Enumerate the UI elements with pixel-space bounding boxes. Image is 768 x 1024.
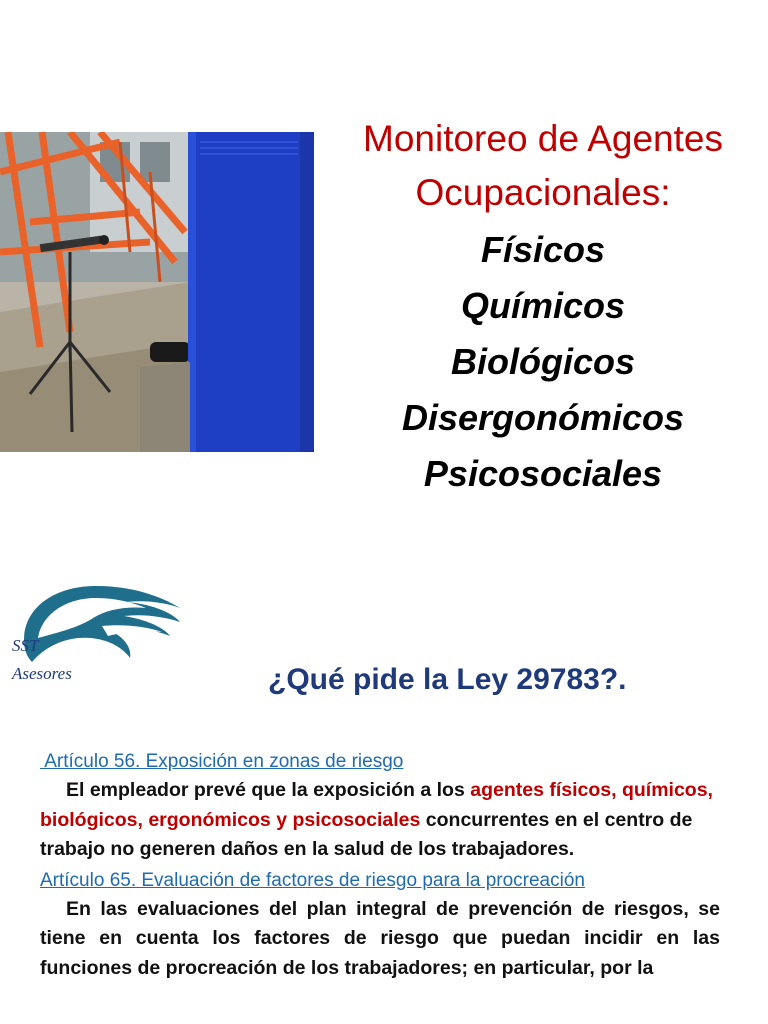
article-56-highlight: agentes físicos, químicos, biológicos, ergonómicos y psicosociales — [40, 779, 713, 831]
logo-text-sst: SST — [12, 636, 39, 655]
agent-item: Biológicos — [450, 341, 635, 382]
article-65-heading[interactable]: Artículo 65. Evaluación de factores de riesgo para la procreación — [40, 869, 585, 891]
article-56-text-before: El empleador prevé que la exposición a los — [66, 779, 471, 801]
agent-item: Químicos — [460, 285, 626, 326]
agent-item: Disergonómicos — [401, 397, 685, 438]
agents-list — [318, 222, 768, 502]
question-heading: ¿Qué pide la Ley 29783?. — [268, 663, 627, 696]
title-block — [318, 112, 768, 502]
monitoring-photo — [0, 132, 314, 452]
title-line-1: Monitoreo de Agentes — [363, 118, 723, 159]
title-line-2: Ocupacionales: — [415, 172, 671, 213]
logo-text-asesores: Asesores — [12, 664, 72, 683]
article-65-body — [40, 895, 720, 984]
agent-item: Psicosociales — [423, 453, 663, 494]
article-65-text: En las evaluaciones del plan integral de prevención de riesgos, se tiene en cuenta los factores de riesgo que puedan incidir en las funciones de procreación de los trabajadores; en particular, por la — [40, 897, 720, 979]
article-56-heading[interactable]: Artículo 56. Exposición en zonas de riesgo — [40, 751, 404, 772]
articles-section — [40, 748, 720, 983]
article-56-text-after: concurrentes en el centro de trabajo no generen daños en la salud de los trabajadores. — [40, 808, 693, 860]
agent-item: Físicos — [480, 229, 606, 270]
article-56-body — [40, 776, 720, 865]
sst-logo — [4, 578, 180, 688]
